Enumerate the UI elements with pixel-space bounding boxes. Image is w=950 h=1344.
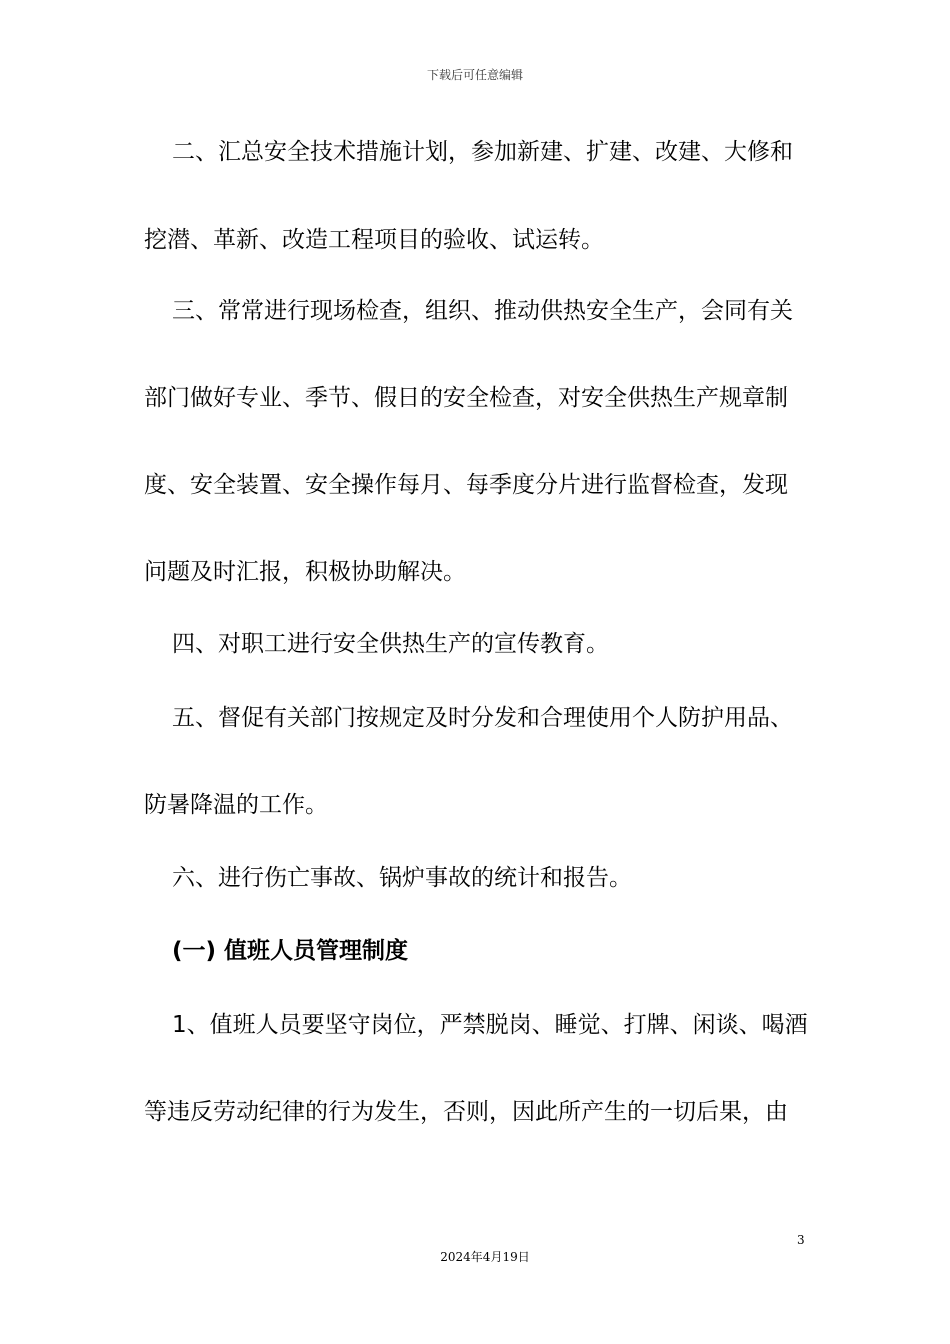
paragraph-line: 问题及时汇报，积极协助解决。	[144, 559, 466, 585]
paragraph-line: 四、对职工进行安全供热生产的宣传教育。	[172, 631, 609, 657]
paragraph-line: 等违反劳动纪律的行为发生，否则，因此所产生的一切后果，由	[144, 1099, 788, 1125]
header-note: 下载后可任意编辑	[426, 68, 523, 82]
paragraph-line: 二、汇总安全技术措施计划，参加新建、扩建、改建、大修和	[172, 139, 793, 165]
paragraph-line: 1、值班人员要坚守岗位，严禁脱岗、睡觉、打牌、闲谈、喝酒	[172, 1012, 808, 1038]
section-heading: (一) 值班人员管理制度	[172, 938, 409, 964]
paragraph-line: 三、常常进行现场检查，组织、推动供热安全生产，会同有关	[172, 298, 793, 324]
paragraph-line: 挖潜、革新、改造工程项目的验收、试运转。	[144, 227, 604, 253]
paragraph-line: 六、进行伤亡事故、锅炉事故的统计和报告。	[172, 865, 632, 891]
page-number: 3	[797, 1233, 805, 1247]
paragraph-line: 防暑降温的工作。	[144, 792, 328, 818]
paragraph-line: 五、督促有关部门按规定及时分发和合理使用个人防护用品、	[172, 705, 793, 731]
paragraph-line: 部门做好专业、季节、假日的安全检查，对安全供热生产规章制	[144, 385, 788, 411]
footer-date: 2024年4月19日	[440, 1250, 530, 1264]
paragraph-line: 度、安全装置、安全操作每月、每季度分片进行监督检查，发现	[144, 472, 788, 498]
